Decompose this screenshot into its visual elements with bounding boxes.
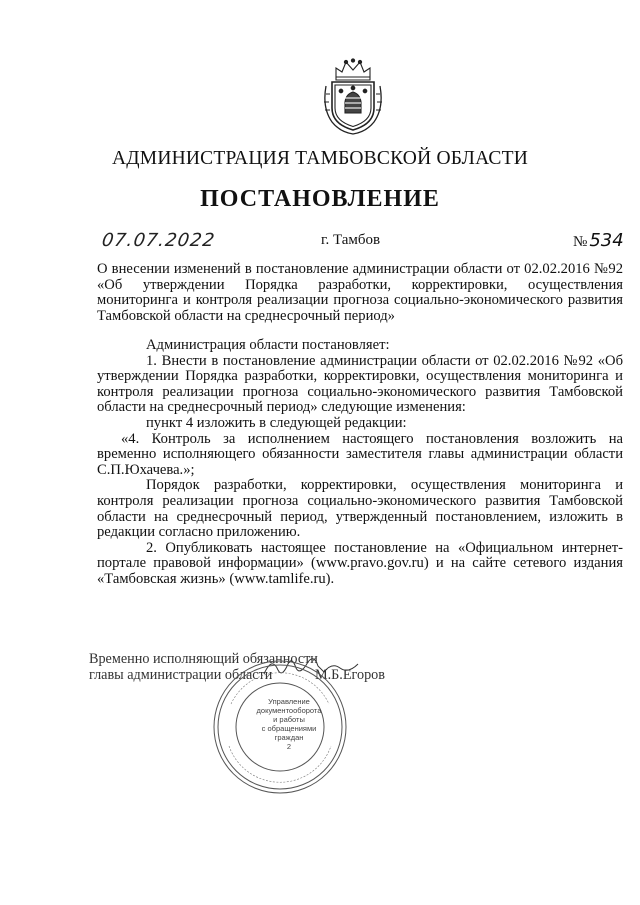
organization-name: АДМИНИСТРАЦИЯ ТАМБОВСКОЙ ОБЛАСТИ <box>112 148 528 169</box>
body-paragraph: 1. Внести в постановление администрации области от 02.02.2016 №92 «Об утверждении Порядка разработки, корректировки, осуществления мониторинга и контроля реализации прогноза социально-экономического развития Тамбовской области на среднесрочный период» следующие изменения: <box>97 352 623 416</box>
body-paragraph: «4. Контроль за исполнением настоящего постановления возложить на временно исполняющего обязанности заместителя главы администрации области С.П.Юхачева.»; <box>97 430 623 478</box>
document-body <box>97 338 623 588</box>
body-paragraph: 2. Опубликовать настоящее постановление на «Официальном интернет-портале правовой информации» (www.pravo.gov.ru) и на сайте сетевого издания «Тамбовская жизнь» (www.tamlife.ru). <box>97 539 623 587</box>
document-type-title: ПОСТАНОВЛЕНИЕ <box>200 186 440 212</box>
stamp-text: Управление документооборота и работы с обращениями граждан 2 <box>256 697 322 751</box>
body-paragraph: пункт 4 изложить в следующей редакции: <box>146 414 407 431</box>
document-number <box>573 230 624 251</box>
signatory-name: М.Б.Егоров <box>315 667 385 683</box>
document-subject: О внесении изменений в постановление администрации области от 02.02.2016 №92 «Об утверждении Порядка разработки, корректировки, осуществления мониторинга и контроля реализации прогноза социально-экономического развития Тамбовской области на среднесрочный период» <box>97 261 623 324</box>
body-paragraph: Порядок разработки, корректировки, осуществления мониторинга и контроля реализации прогноза социально-экономического развития Тамбовской области на среднесрочный период, утвержденный постановлением, изложить в редакции согласно приложению. <box>97 477 623 541</box>
document-date: 07.07.2022 <box>100 230 217 251</box>
number-value: 534 <box>589 230 624 251</box>
body-paragraph: Администрация области постановляет: <box>146 337 390 353</box>
signature-title-line2: главы администрации области <box>89 666 273 683</box>
coat-of-arms-icon <box>322 58 384 136</box>
document-city: г. Тамбов <box>321 232 381 248</box>
number-label: № <box>573 234 588 250</box>
signature-title-line1: Временно исполняющий обязанности <box>89 651 318 667</box>
